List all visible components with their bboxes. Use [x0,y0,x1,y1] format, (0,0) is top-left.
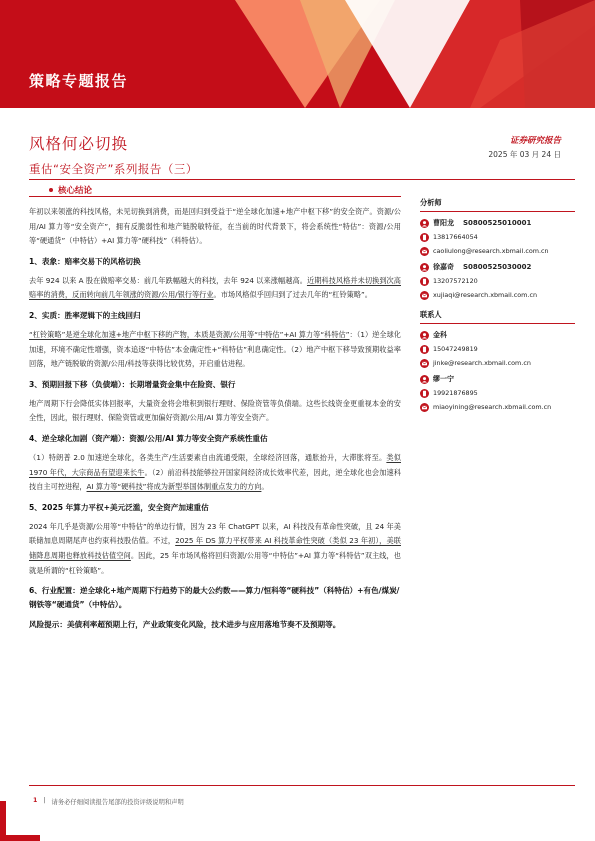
section-4-text-c: 。 [261,482,269,492]
section-1-paragraph [29,274,401,303]
section-5-text-b: 。因此，25 年市场风格将回归资源/公用等“中特估”+AI 算力等“科特估”双主线，也就是所谓的“杠铃策略”。 [29,550,401,575]
main-content [29,205,401,637]
footer [33,797,184,806]
section-5-text-a: 2024 年几乎是资源/公用等“中特估”的单边行情，因为 23 年 ChatGPT 以来，AI 科技没有革命性突破，且 24 年美联储加息周期尾声也约束科技股估值。不过， [29,521,401,546]
bullet-dot-icon [49,188,53,192]
phone-icon [420,345,429,354]
section-4-text-b: 。（2）前沿科技能够拉开国家间经济成长效率代差，因此，逆全球化也会加速科技自主可控进程， [29,467,402,492]
footer-divider [29,785,575,786]
section-6-heading: 6、行业配置：逆全球化+地产周期下行趋势下的最大公约数——算力/恒科等“硬科技”（科特估）+有色/煤炭/钢铁等“硬通货”（中特估）。 [29,586,400,610]
analyst-license: S0800525010001 [463,219,532,227]
analyst-name: 曹阳龙 [433,219,454,227]
section-1-text-b: 。市场风格似乎回归到了过去几年的“杠铃策略”。 [213,290,372,300]
section-2-paragraph [29,328,401,372]
analyst-email[interactable]: caoliulong@research.xbmail.com.cn [433,247,549,255]
person-icon [420,263,429,272]
section-1-underlined: 近期科技风格并未切换到次高赔率的消费，反而转向前几年领涨的资源/公用/银行等行业 [29,275,401,300]
footer-sep: | [43,797,46,804]
section-4-paragraph [29,451,401,495]
analyst-card [420,260,575,302]
intro-paragraph: 年初以来领涨的科技风格，未见切换到消费，而是回归到受益于“逆全球化加速+地产中枢下移”的安全资产。资源/公用/AI 算力等“安全资产”，拥有反脆弱性和地产链脱敏特征，在当前的时代背景下，将会系统性“特估”：资源/公用等“硬通货”（中特估）+AI 算力等“硬科技”（科特估）。 [29,207,401,246]
section-4-heading: 4、逆全球化加剧（资产端）：资源/公用/AI 算力等安全资产系统性重估 [29,433,268,443]
section-1-text-a: 去年 924 以来 A 股在做赔率交易：前几年跌幅越大的科技，去年 924 以来涨幅越高。 [29,275,307,285]
person-icon [420,331,429,340]
analyst-card [420,216,575,258]
footer-disclaimer: 请务必仔细阅读报告尾部的投资评级说明和声明 [51,799,184,806]
contact-name: 金科 [433,331,447,339]
contact-email[interactable]: miaoyining@research.xbmail.com.cn [433,403,552,411]
title-divider [29,179,575,180]
section-4-underlined-2: AI 算力等“硬科技”将成为新型举国体制重点发力的方向 [86,482,262,492]
risk-warning: 风险提示：美债利率超预期上行，产业政策变化风险，技术进步与应用落地节奏不及预期等。 [29,620,341,630]
phone-icon [420,389,429,398]
banner-title: 策略专题报告 [29,72,129,90]
page-number: 1 [33,797,38,804]
contact-card [420,328,575,370]
banner-decoration [0,0,595,108]
person-icon [420,375,429,384]
analyst-email[interactable]: xujiaqi@research.xbmail.com.cn [433,291,538,299]
analyst-name: 徐嘉奇 [433,263,454,271]
mail-icon [420,291,429,300]
corner-decoration [0,801,40,841]
phone-icon [420,233,429,242]
phone-icon [420,277,429,286]
report-title: 风格何必切换 [29,135,129,153]
analyst-phone: 13207572120 [433,277,478,285]
section-5-underlined: 2025 年 DS 算力平权带来 AI 科技革命性突破（类似 23 年初），美联储降息周期也释放科技估值空间 [29,536,401,560]
header-banner [0,0,595,108]
section-4-text-a: （1）特朗普 2.0 加速逆全球化，各类生产/生活要素自由流通受限，全球经济回落，通胀抬升，大滞胀将至。 [29,452,387,462]
contact-card [420,372,575,414]
analysts-heading: 分析师 [420,198,575,212]
mail-icon [420,359,429,368]
analyst-phone: 13817664054 [433,233,478,241]
section-3-paragraph: 地产周期下行会降低实体回报率，大量资金将会堆积到银行理财、保险资管等负债端。这些长线资金更重视本金的安全性，因此，银行理财、保险资管或更加偏好资源/公用/AI 算力等安全资产。 [29,398,401,423]
person-icon [420,219,429,228]
mail-icon [420,403,429,412]
key-conclusion-label: 核心结论 [58,186,93,196]
author-sidebar [420,198,575,416]
section-2-underlined: “杠铃策略”是逆全球化加速+地产中枢下移的产物，本质是资源/公用等“中特估”+AI 算力等“科特估” [29,329,350,339]
section-2-text-b: ：（1）逆全球化加速，环境不确定性增强，资本追逐“中特估”本金确定性+“科特估”利息确定性。（2）地产中枢下移导致预期收益率回落，地产链脱敏的资源/公用/科技等获得比较优势，开启重估进程。 [29,329,401,369]
contacts-heading: 联系人 [420,310,575,324]
report-subtitle: 重估“安全资产”系列报告（三） [29,162,198,176]
section-2-heading: 2、实质：胜率逻辑下的主线回归 [29,310,141,320]
section-3-heading: 3、预期回报下移（负债端）：长期增量资金集中在险资、银行 [29,379,236,389]
contact-name: 缪一宁 [433,375,454,383]
key-conclusion-heading [29,184,92,196]
section-1-heading: 1、表象：赔率交易下的风格切换 [29,256,141,266]
contact-email[interactable]: jinke@research.xbmail.com.cn [433,359,531,367]
mail-icon [420,247,429,256]
section-4-underlined-1: 类似 1970 年代，大宗商品有望迎来长牛 [29,452,401,477]
report-type: 证券研究报告 [509,136,561,146]
section-5-heading: 5、2025 年算力平权+美元泛滥，安全资产加速重估 [29,502,209,512]
report-date: 2025 年 03 月 24 日 [488,150,561,159]
analyst-license: S0800525030002 [463,263,532,271]
key-conclusion-divider [29,196,401,197]
section-5-paragraph [29,520,401,578]
contact-phone: 19921876895 [433,389,478,397]
contact-phone: 15047249819 [433,345,478,353]
